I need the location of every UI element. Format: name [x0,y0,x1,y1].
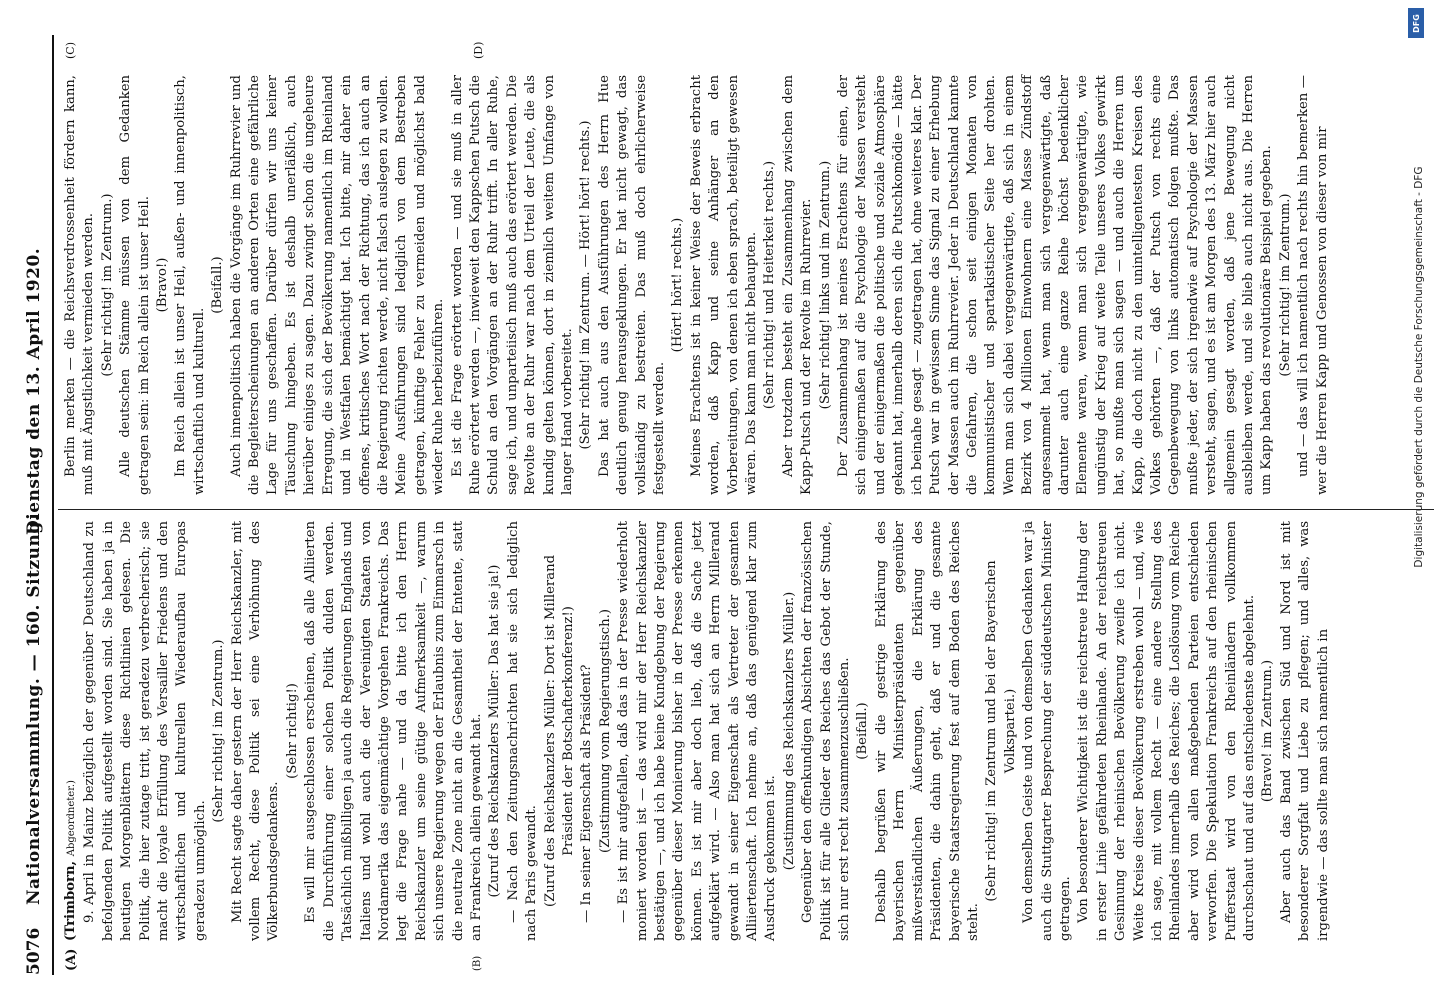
paragraph: Mit Recht sagte daher gestern der Herr Reichskanzler, mit vollem Recht, diese Politik sei eine Verhöhnung des Völkerbundsgedankens. [229,521,282,941]
interjection: (Sehr richtig! und Heiterkeit rechts.) [762,160,778,410]
paragraph: 9. April in Mainz bezüglich der gegenüber Deutschland zu befolgenden Politik aufgestellt worden sind. Sie haben ja in heutigen Morgenblättern diese Richtlinien gelesen. Die Politik, die hier zutage tritt, ist geradezu verbrecherisch; sie macht die loyale Erfüllung des Versailler Friedens und den wirtschaftlichen und kulturellen Wiederaufbau Europas geradezu unmöglich. [82,521,208,941]
speaker-name: (Trimborn, [63,856,78,941]
header-date: Dienstag den 13. April 1920. [24,247,44,535]
interjection: (Sehr richtig! im Zentrum.) [99,193,115,377]
paragraph: Aber auch das Band zwischen Süd und Nord ist mit besonderer Sorgfalt und Liebe zu pflegen; und alles, was irgendwie — das sollte man sich namentlich in [1278,521,1331,941]
interjection: (Hört! hört! rechts.) [670,217,686,353]
paragraph: Berlin merken — die Reichsverdrossenheit fördern kann, muß mit Ängstlichkeit vermieden werden. [63,75,97,495]
margin-marker-b: (B) [472,955,483,971]
paragraph: und — das will ich namentlich nach rechts hin bemerken — wer die Herren Kapp und Genossen von dieser von mir [1296,75,1330,495]
paragraph: — Es ist mir aufgefallen, daß das in der Presse wiederholt moniert worden ist — das wird mir der Herr Reichskanzler bestätigen —, und ich habe keine Kundgebung der Regierung gegenüber dieser Monierung bisher in der Presse erkennen können. Es ist mir aber doch lieb, daß die Sache jetzt aufgeklärt wird. — Also man hat sich an Herrn Millerand gewandt in seiner Eigenschaft als Vertreter der gesamten Alliiertenschaft. Ich nehme an, daß das genügend klar zum Ausdruck gekommen ist. [616,521,779,941]
interjection: (Beifall.) [210,256,226,314]
paragraph: Aber trotzdem besteht ein Zusammenhang zwischen dem Kapp-Putsch und der Revolte im Ruhrrevier. [780,75,815,495]
interjection: (Zustimmung des Reichskanzlers Müller.) [781,591,797,871]
rotated-page [22,35,1422,975]
paragraph: Es will mir ausgeschlossen erscheinen, daß alle Alliierten die Durchführung einer solchen Politik dulden werden. Tatsächlich mißbilligen ja auch die Regierungen Englands und Italiens und wohl auch die der Vereinigten Staaten von Nordamerika das eigenmächtige Vorgehen Frankreichs. Das legt die Frage nahe — und da bitte ich den Herrn Reichskanzler um seine gütige Aufmerksamkeit —, warum sich unsere Regierung wegen der Erlaubnis zum Einmarsch in die neutrale Zone nicht an die Gesamtheit der Entente, statt an Frankreich allein gewandt hat. [303,521,484,941]
paragraph: — Nach den Zeitungsnachrichten hat sie sich lediglich nach Paris gewandt. [505,521,540,941]
interjection: (Sehr richtig! im Zentrum. — Hört! hört! rechts.) [578,120,594,450]
page-header [22,35,52,975]
paragraph: Alle deutschen Stämme müssen von dem Gedanken getragen sein: im Reich allein ist unser Heil. [118,75,152,495]
dfg-logo-text: DFG [1411,13,1421,33]
digitization-sidebar [1405,0,1429,1000]
paragraph: — In seiner Eigenschaft als Präsident? [579,664,595,923]
interjection: (Zuruf des Reichskanzlers Müller: Dort ist Millerand Präsident der Botschafterkonferenz!) [542,554,576,908]
interjection: (Zustimmung vom Regierungstisch.) [597,609,613,854]
column-rule [58,509,1434,510]
paragraph: Von demselben Geiste und von demselben Gedanken war ja auch die Stuttgarter Besprechung der süddeutschen Minister getragen. [1021,521,1073,941]
paragraph: Es ist die Frage erörtert worden — und sie muß in aller Ruhe erörtert werden —, inwieweit den Kappschen Putsch die Schuld an den Vorgängen an der Ruhr trifft. In aller Ruhe, sage ich, und unparteiisch muß auch das erörtert werden. Die Revolte an der Ruhr war nach dem Urteil der Leute, die als kundig gelten können, dort in ziemlich weitem Umfange von langer Hand vorbereitet. [449,75,575,495]
speaker-note: Abgeordneter.) [66,780,77,857]
paragraph: Deshalb begrüßen wir die gestrige Erklärung des bayerischen Herrn Ministerpräsidenten gegenüber mißverständlichen Äußerungen, die Erklärung des Präsidenten, die dahin geht, daß er und die gesamte bayerische Staatsregierung fest auf dem Boden des Reiches steht. [873,521,981,941]
paragraph: Gegenüber den offenkundigen Absichten der französischen Politik ist für alle Glieder des Reiches das Gebot der Stunde, sich nur erst recht zusammenzuschließen. [800,521,853,941]
interjection: (Sehr richtig!) [284,683,300,779]
interjection: (Zuruf des Reichskanzlers Müller: Das hat sie ja!) [487,564,503,898]
interjection: (Bravo! im Zentrum.) [1260,659,1276,803]
paragraph: Das hat auch aus den Ausführungen des Herrn Hue deutlich genug herausgeklungen. Er hat nicht gewagt, das vollständig zu bestreiten. Das muß doch ehrlicherweise festgestellt werden. [596,75,667,495]
interjection: (Beifall.) [855,702,871,760]
interjection: (Sehr richtig! im Zentrum und bei der Bayerischen Volkspartei.) [984,560,1018,902]
page-number: 5076 [24,927,44,975]
paragraph: Auch innenpolitisch haben die Vorgänge im Ruhrrevier und die Begleiterscheinungen an anderen Orten eine gefährliche Lage für uns geschaffen. Darüber dürfen wir uns keiner Täuschung hingeben. Es ist deshalb unerläßlich, auch hierüber einiges zu sagen. Dazu zwingt schon die ungeheure Erregung, die sich der Bevölkerung namentlich im Rheinland und in Westfalen bemächtigt hat. Ich bitte, mir daher ein offenes, kritisches Wort nach der Richtung, das ich auch an die Regierung richten werde, nicht falsch auslegen zu wollen. Meine Ausführungen sind lediglich von dem Bestreben getragen, künftige Fehler zu vermeiden und möglichst bald wieder Ruhe herbeizuführen. [228,75,447,495]
interjection: (Sehr richtig! im Zentrum.) [1277,193,1293,377]
interjection: (Bravo!) [155,257,171,313]
margin-marker-c: (C) [64,42,77,59]
interjection: (Sehr richtig! im Zentrum.) [211,639,227,823]
digitization-credit: Digitalisierung gefördert durch die Deutsche Forschungsgemeinschaft - DFG [1413,166,1425,568]
right-column [62,75,1332,495]
speaker-line [62,521,81,941]
header-rule [52,35,54,975]
margin-marker-a: (A) [64,948,79,971]
paragraph: Meines Erachtens ist in keiner Weise der Beweis erbracht worden, daß Kapp und seine Anhänger an den Vorbereitungen, von denen ich eben sprach, beteiligt gewesen wären. Das kann man nicht behaupten. [688,75,760,495]
header-title: Nationalversammlung. — 160. Sitzung. [24,514,44,905]
left-column [62,521,1333,941]
paragraph: Der Zusammenhang ist meines Erachtens für einen, der sich einigermaßen auf die Psychologie der Massen versteht und der einigermaßen die politische und soziale Atmosphäre gekannt hat, innerhalb deren sich die Putschkomödie — hätte ich beinahe gesagt — zugetragen hat, ohne weiteres klar. Der Putsch war in gewissem Sinne das Signal zu einer Erhebung der Massen auch im Ruhrrevier. Jeder in Deutschland kannte die Gefahren, die schon seit einigen Monaten von kommunistischer und spartakistischer Seite her drohten. Wenn man sich dabei vergegenwärtigte, daß sich in einem Bezirk von 4 Millionen Einwohnern eine Masse Zündstoff angesammelt hat, wenn man sich vergegenwärtigte, daß darunter auch eine ganze Reihe höchst bedenklicher Elemente waren, wenn man sich vergegenwärtigte, wie ungünstig der Krieg auf weite Teile unseres Volkes gewirkt hat, so mußte man sich sagen — und auch die Herren um Kapp, die doch nicht zu den unintelligentesten Kreisen des Volkes gehörten —, daß der Putsch von rechts eine Gegenbewegung von links automatisch folgen mußte. Das mußte jeder, der sich irgendwie auf Psychologie der Massen versteht, sagen, und es ist am Morgen des 13. März hier auch allgemein gesagt worden, daß jene Bewegung nicht ausbleiben werde, und sie blieb auch nicht aus. Die Herren um Kapp haben das revolutionäre Beispiel gegeben. [836,75,1275,495]
interjection: (Sehr richtig! links und im Zentrum.) [817,160,833,410]
margin-marker-d: (D) [472,41,485,59]
paragraph: Von besonderer Wichtigkeit ist die reichstreue Haltung der in erster Linie gefährdeten Rheinlande. An der reichstreuen Gesinnung der rheinischen Bevölkerung zweifle ich nicht. Weite Kreise dieser Bevölkerung erstreben wohl — und, wie ich sage, mit vollem Recht — eine andere Stellung des Rheinlandes innerhalb des Reiches; die Loslösung vom Reiche aber wird von allen maßgebenden Parteien entschieden verworfen. Die Spekulation Frankreichs auf den rheinischen Pufferstaat wird von den Rheinländern vollkommen durchschaut und auf das entschiedenste abgelehnt. [1076,521,1257,941]
paragraph: Im Reich allein ist unser Heil, außen- und innenpolitisch, wirtschaftlich und kulturell. [173,75,207,495]
